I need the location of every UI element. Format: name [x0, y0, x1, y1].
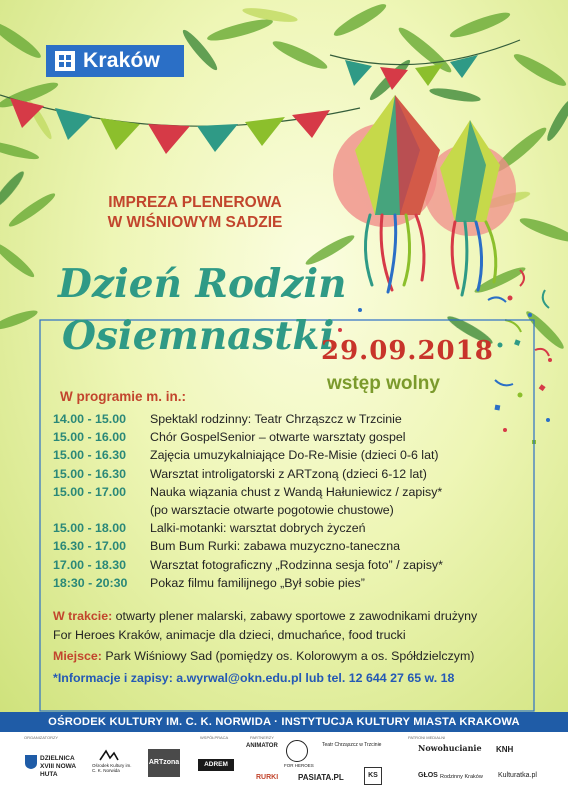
organizers-label: ORGANIZATORZY [24, 735, 59, 740]
sponsor-knh: KNH [496, 745, 514, 754]
sponsor-rurki: RURKI [256, 774, 279, 781]
schedule-time [53, 501, 150, 519]
schedule-time: 17.00 - 18.30 [53, 557, 127, 572]
schedule-activity: Warsztat introligatorski z ARTzoną (dzieci 6-12 lat) [150, 466, 427, 481]
schedule-time: 18:30 - 20:30 [53, 575, 128, 590]
krakow-mark-icon [55, 51, 75, 71]
sponsor-artzona: ARTzona [148, 749, 180, 777]
sponsor-adrem: ADREM [198, 759, 234, 771]
schedule-activity: (po warsztacie otwarte pogotowie chustowe) [150, 502, 394, 517]
event-date: 29.09.2018 [321, 336, 494, 366]
event-tagline [50, 193, 340, 233]
schedule-activity: Chór GospelSenior – otwarte warsztaty gospel [150, 430, 406, 445]
sponsor-kulturatka: Kulturatka.pl [498, 772, 537, 779]
schedule-time: 14.00 - 15.00 [53, 412, 127, 426]
title-line-1: Dzień Rodzin [58, 261, 347, 307]
schedule-activity: Nauka wiązania chust z Wandą Hałuniewicz / zapisy* [150, 484, 443, 499]
schedule-row [53, 501, 513, 519]
schedule-row [53, 519, 513, 537]
schedule-time: 16.30 - 17.00 [53, 539, 127, 554]
schedule-row [53, 537, 513, 555]
sponsor-dzielnica: DZIELNICA XVIII NOWA HUTA [40, 755, 76, 778]
partners-label: PARTNERZY [250, 735, 274, 740]
schedule-activity: Lalki-motanki: warsztat dobrych życzeń [150, 521, 366, 536]
sponsor-for-heroes: FOR HEROES [284, 763, 314, 768]
schedule-time: 15.00 - 16.30 [53, 466, 127, 481]
media-label: PATRONI MEDIALNI [408, 735, 446, 740]
schedule-list [53, 410, 513, 592]
for-heroes-emblem [286, 740, 308, 762]
sponsor-teatr: Teatr Chrząszcz w Trzcinie [322, 742, 382, 748]
dzielnica-crest-icon [24, 754, 38, 770]
organizer-bar: OŚRODEK KULTURY IM. C. K. NORWIDA · INSTYTUCJA KULTURY MIASTA KRAKOWA [0, 712, 568, 732]
sponsors-strip [0, 732, 568, 800]
schedule-row [53, 556, 513, 574]
sponsor-ks: KS [364, 767, 382, 785]
cooperation-label: WSPÓŁPRACA [200, 735, 229, 740]
sponsor-animator: ANIMATOR [246, 743, 278, 749]
schedule-time: 15.00 - 17.00 [53, 484, 127, 499]
sponsor-okn: Ośrodek Kultury im. C. K. Norwida [92, 763, 132, 773]
schedule-row [53, 483, 513, 501]
program-heading: W programie m. in.: [60, 389, 187, 404]
tagline-line-1: IMPREZA PLENEROWA [108, 194, 282, 211]
venue-text: Park Wiśniowy Sad (pomiędzy os. Kolorowym a os. Spółdzielczym) [101, 649, 475, 663]
event-title [58, 258, 347, 362]
during-text-2: For Heroes Kraków, animacje dla dzieci, dmuchańce, food trucki [53, 628, 406, 642]
schedule-row [53, 446, 513, 464]
during-event-info [53, 607, 523, 645]
sponsor-nowohucianie: Nowohucianie [418, 743, 482, 753]
sponsor-glos: GŁOS [418, 772, 438, 779]
sponsor-pasiata: PASIATA.PL [298, 773, 344, 782]
during-text-1: otwarty plener malarski, zabawy sportowe z zawodnikami drużyny [112, 609, 478, 623]
during-label: W trakcie: [53, 609, 113, 623]
schedule-activity: Bum Bum Rurki: zabawa muzyczno-taneczna [150, 539, 400, 554]
venue-info [53, 649, 474, 663]
schedule-time: 15.00 - 16.00 [53, 430, 127, 445]
okn-logo-icon [98, 748, 120, 762]
schedule-time: 15.00 - 18.00 [53, 521, 127, 536]
free-entry-label: wstęp wolny [327, 373, 440, 394]
tagline-line-2: W WIŚNIOWYM SADZIE [107, 214, 283, 231]
krakow-logo [46, 45, 184, 77]
schedule-activity: Warsztat fotograficzny „Rodzinna sesja foto” / zapisy* [150, 557, 443, 572]
title-line-2: Osiemnastki [62, 313, 335, 359]
venue-label: Miejsce: [53, 649, 102, 663]
schedule-row [53, 410, 513, 428]
schedule-row [53, 465, 513, 483]
logo-text: Kraków [83, 49, 161, 72]
sponsor-rodzinny-krakow: Rodzinny Kraków [440, 774, 483, 780]
schedule-activity: Pokaz filmu familijnego „Był sobie pies” [150, 575, 365, 590]
schedule-activity: Spektakl rodzinny: Teatr Chrząszcz w Trzcinie [150, 412, 402, 426]
schedule-row [53, 574, 513, 592]
schedule-time: 15.00 - 16.30 [53, 448, 127, 463]
contact-info: *Informacje i zapisy: a.wyrwal@okn.edu.pl lub tel. 12 644 27 65 w. 18 [53, 671, 455, 685]
schedule-row [53, 428, 513, 446]
schedule-activity: Zajęcia umuzykalniające Do-Re-Misie (dzieci 0-6 lat) [150, 448, 439, 463]
